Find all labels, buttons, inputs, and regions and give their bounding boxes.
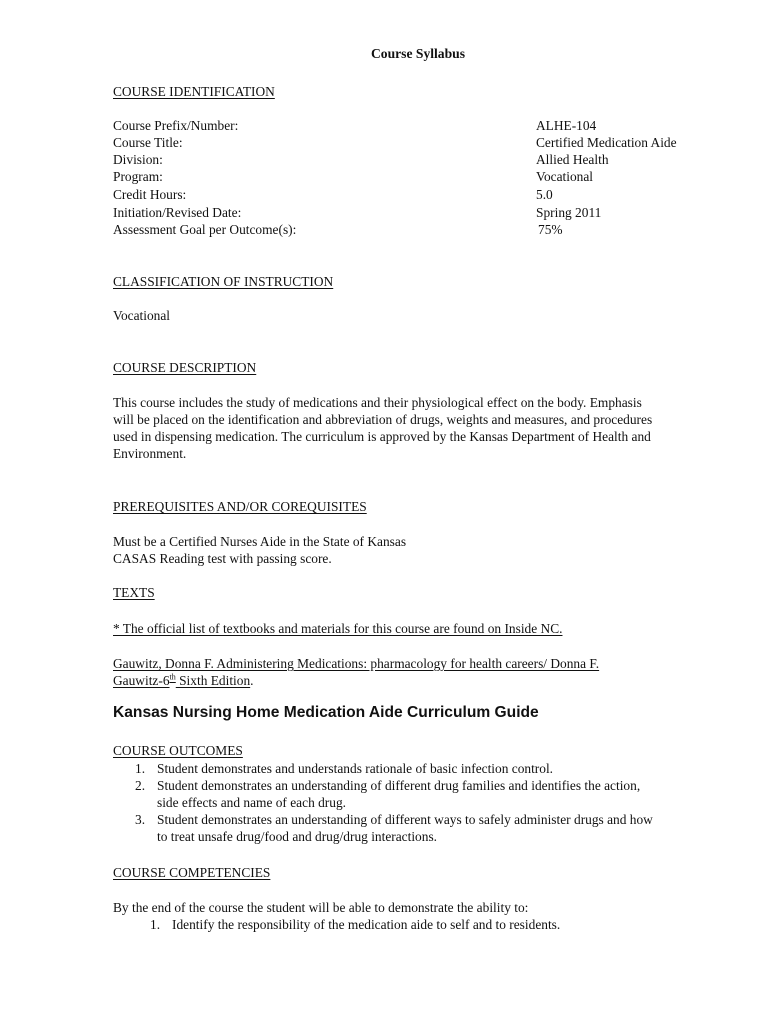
outcome-item: [113, 760, 733, 777]
section-heading-texts: TEXTS: [113, 585, 155, 600]
citation-line: Gauwitz, Donna F. Administering Medications: pharmacology for health careers/ Donna F.: [113, 656, 600, 671]
identification-row: [113, 118, 733, 135]
description-line: This course includes the study of medications and their physiological effect on the body. Emphasis: [113, 395, 642, 410]
section-heading-outcomes: COURSE OUTCOMES: [113, 743, 243, 758]
row-label: Credit Hours:: [113, 187, 187, 202]
identification-row: [113, 187, 733, 204]
identification-row: [113, 169, 733, 186]
citation-superscript: th: [169, 672, 176, 682]
identification-row: [113, 152, 733, 169]
citation-line: [113, 672, 729, 689]
citation-author: Gauwitz-6: [113, 673, 170, 688]
outcome-number: 2.: [135, 778, 146, 793]
section-heading-identification: COURSE IDENTIFICATION: [113, 84, 275, 99]
description-line: will be placed on the identification and abbreviation of drugs, weights and measures, and procedures: [113, 412, 653, 427]
competency-number: 1.: [150, 917, 161, 932]
competencies-intro: By the end of the course the student will be able to demonstrate the ability to:: [113, 900, 529, 915]
description-line: Environment.: [113, 446, 187, 461]
row-label: Initiation/Revised Date:: [113, 205, 242, 220]
curriculum-guide-title: Kansas Nursing Home Medication Aide Curriculum Guide: [113, 704, 539, 721]
outcome-line: side effects and name of each drug.: [157, 795, 346, 810]
outcome-number: 3.: [135, 812, 146, 827]
row-value: ALHE-104: [536, 118, 597, 133]
course-description: [113, 394, 729, 462]
citation-edition: Sixth Edition: [175, 673, 251, 688]
row-value: Spring 2011: [536, 205, 602, 220]
row-value: Certified Medication Aide: [536, 135, 677, 150]
classification-text: Vocational: [113, 308, 171, 323]
row-value: Allied Health: [536, 152, 609, 167]
texts-note: * The official list of textbooks and materials for this course are found on Inside NC.: [113, 621, 563, 636]
outcome-line: Student demonstrates an understanding of different ways to safely administer drugs and how: [157, 812, 653, 827]
row-label: Course Title:: [113, 135, 183, 150]
description-line: used in dispensing medication. The curriculum is approved by the Kansas Department of Health and: [113, 429, 651, 444]
identification-row: [113, 205, 733, 222]
row-label: Program:: [113, 169, 163, 184]
identification-row: [113, 222, 733, 239]
outcome-line: Student demonstrates and understands rationale of basic infection control.: [157, 761, 554, 776]
competency-text: Identify the responsibility of the medication aide to self and to residents.: [172, 917, 561, 932]
outcome-line: to treat unsafe drug/food and drug/drug interactions.: [157, 829, 438, 844]
row-label: Assessment Goal per Outcome(s):: [113, 222, 297, 237]
prerequisites-list: [113, 533, 729, 567]
section-heading-classification: CLASSIFICATION OF INSTRUCTION: [113, 274, 334, 289]
outcome-number: 1.: [135, 761, 146, 776]
section-heading-competencies: COURSE COMPETENCIES: [113, 865, 271, 880]
citation-period: .: [250, 673, 254, 688]
row-label: Course Prefix/Number:: [113, 118, 239, 133]
identification-row: [113, 135, 733, 152]
section-heading-description: COURSE DESCRIPTION: [113, 360, 257, 375]
row-label: Division:: [113, 152, 163, 167]
outcome-item: [113, 777, 733, 811]
page-title: Course Syllabus: [370, 46, 466, 61]
row-value: Vocational: [536, 169, 594, 184]
outcome-line: Student demonstrates an understanding of different drug families and identifies the action,: [157, 778, 641, 793]
row-value: 5.0: [536, 187, 553, 202]
prerequisite-line: Must be a Certified Nurses Aide in the State of Kansas: [113, 534, 407, 549]
section-heading-prerequisites: PREREQUISITES AND/OR COREQUISITES: [113, 499, 367, 514]
outcomes-list: [113, 760, 733, 845]
row-value: 75%: [538, 222, 563, 237]
textbook-citation: [113, 655, 729, 689]
outcome-item: [113, 811, 733, 845]
prerequisite-line: CASAS Reading test with passing score.: [113, 551, 332, 566]
